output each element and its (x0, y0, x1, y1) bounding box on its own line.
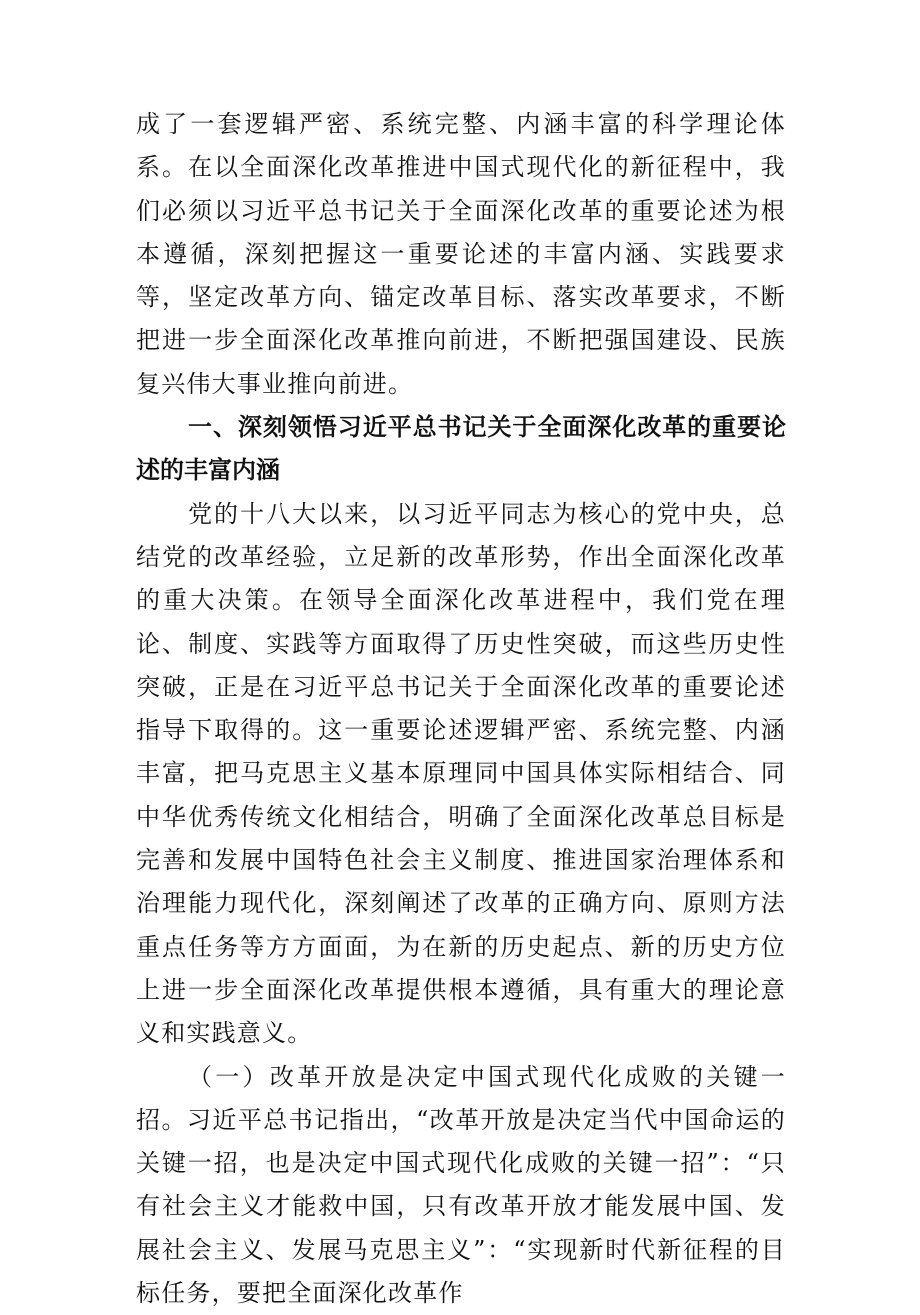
document-body (136, 103, 786, 1315)
subsection-paragraph: （一）改革开放是决定中国式现代化成败的关键一招。习近平总书记指出，“改革开放是决定当代中国命运的关键一招，也是决定中国式现代化成败的关键一招”：“只有社会主义才能救中国，只有改革开放才能发展中国、发展社会主义、发展马克思主义”：“实现新时代新征程的目标任务，要把全面深化改革作 (136, 1062, 786, 1308)
body-paragraph-continued: 成了一套逻辑严密、系统完整、内涵丰富的科学理论体系。在以全面深化改革推进中国式现代化的新征程中，我们必须以习近平总书记关于全面深化改革的重要论述为根本遵循，深刻把握这一重要论述的丰富内涵、实践要求等，坚定改革方向、锚定改革目标、落实改革要求，不断把进一步全面深化改革推向前进，不断把强国建设、民族复兴伟大事业推向前进。 (136, 110, 786, 398)
body-paragraph: 党的十八大以来，以习近平同志为核心的党中央，总结党的改革经验，立足新的改革形势，作出全面深化改革的重大决策。在领导全面深化改革进程中，我们党在理论、制度、实践等方面取得了历史性突破，而这些历史性突破，正是在习近平总书记关于全面深化改革的重要论述指导下取得的。这一重要论述逻辑严密、系统完整、内涵丰富，把马克思主义基本原理同中国具体实际相结合、同中华优秀传统文化相结合，明确了全面深化改革总目标是完善和发展中国特色社会主义制度、推进国家治理体系和治理能力现代化，深刻阐述了改革的正确方向、原则方法重点任务等方方面面，为在新的历史起点、新的历史方位上进一步全面深化改革提供根本遵循，具有重大的理论意义和实践意义。 (136, 499, 786, 1048)
section-heading: 一、深刻领悟习近平总书记关于全面深化改革的重要论述的丰富内涵 (136, 413, 786, 485)
